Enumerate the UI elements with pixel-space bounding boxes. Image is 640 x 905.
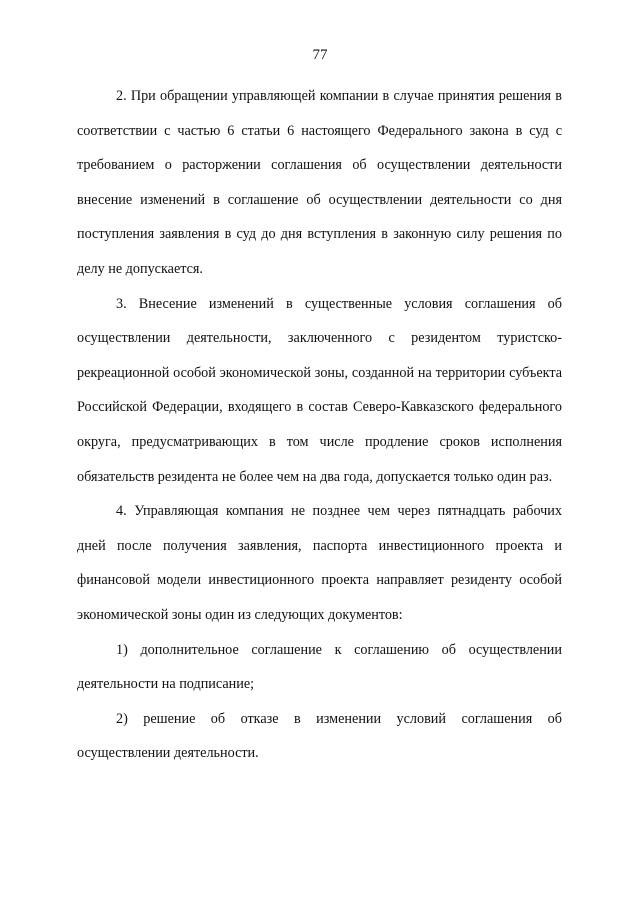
paragraph-3: 3. Внесение изменений в существенные условия соглашения об осуществлении деятельности, заключенного с резидентом туристско-рекреационной особой экономической зоны, созданной на территории субъекта Российской Федерации, входящего в состав Северо-Кавказского федерального округа, предусматривающих в том числе продление сроков исполнения обязательств резидента не более чем на два года, допускается только один раз. (77, 295, 562, 485)
document-body (77, 79, 562, 771)
paragraph-4: 4. Управляющая компания не позднее чем через пятнадцать рабочих дней после получения заявления, паспорта инвестиционного проекта и финансовой модели инвестиционного проекта направляет резиденту особой экономической зоны один из следующих документов: (77, 503, 562, 623)
list-item-2: 2) решение об отказе в изменении условий соглашения об осуществлении деятельности. (77, 710, 562, 762)
list-item-1: 1) дополнительное соглашение к соглашению об осуществлении деятельности на подписание; (77, 641, 562, 693)
paragraph-2: 2. При обращении управляющей компании в случае принятия решения в соответствии с частью 6 статьи 6 настоящего Федерального закона в суд с требованием о расторжении соглашения об осуществлении деятельности внесение изменений в соглашение об осуществлении деятельности со дня поступления заявления в суд до дня вступления в законную силу решения по делу не допускается. (77, 88, 562, 277)
page-number: 77 (312, 47, 328, 63)
